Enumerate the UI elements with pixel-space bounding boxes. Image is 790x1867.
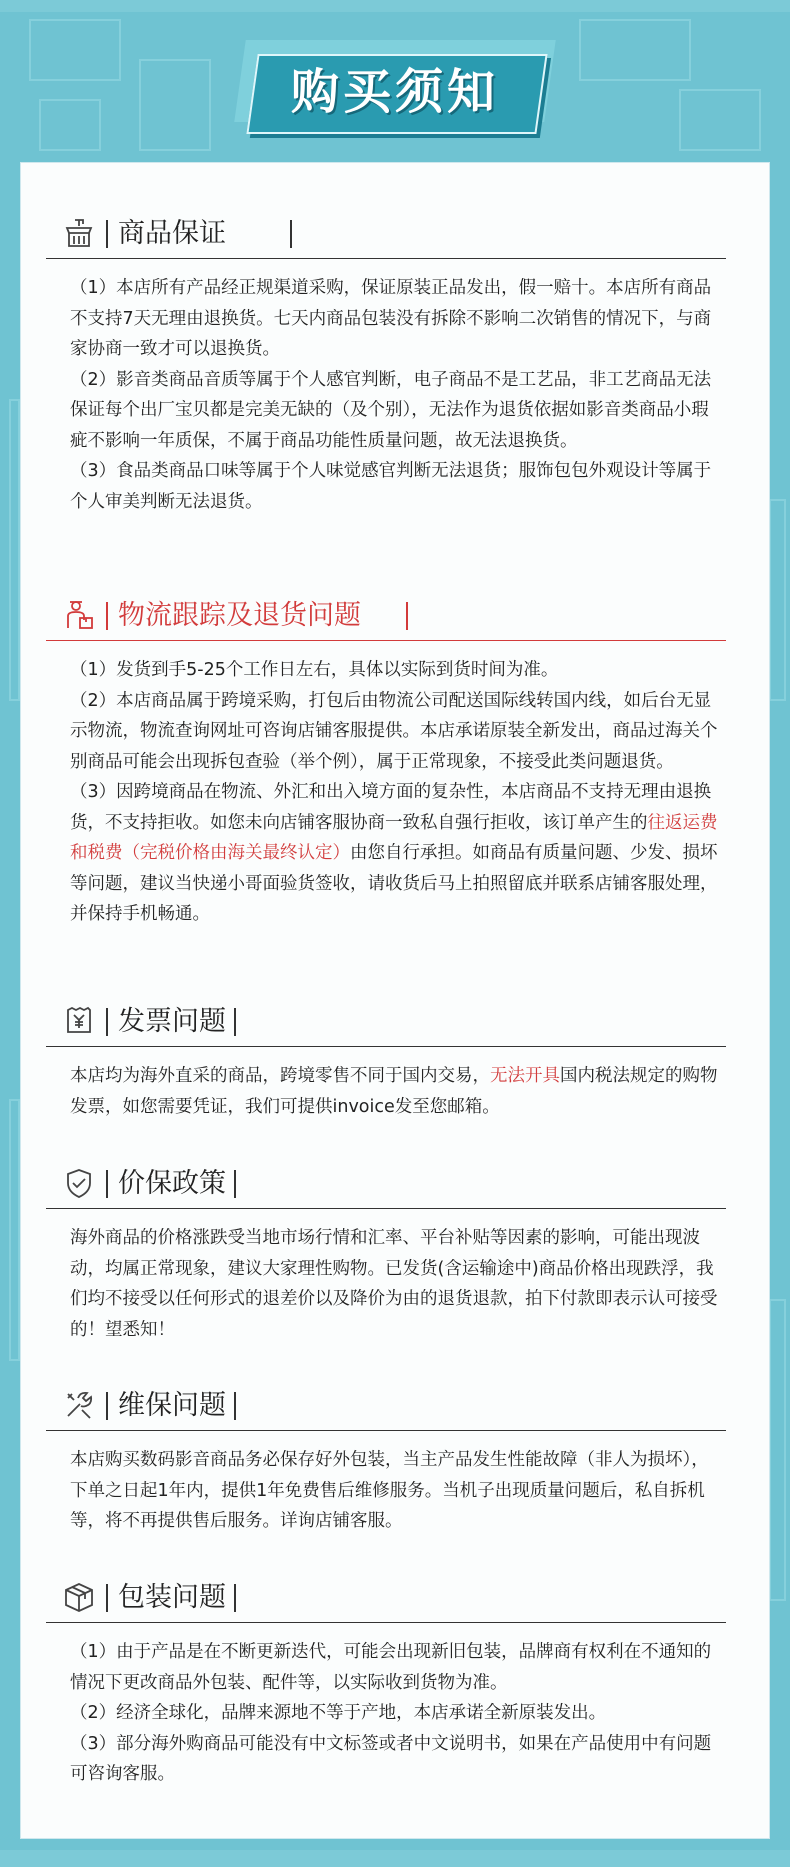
title-divider-bar xyxy=(106,602,108,630)
section-body xyxy=(46,1623,726,1790)
section-header xyxy=(46,1000,726,1047)
paragraph: 海外商品的价格涨跌受当地市场行情和汇率、平台补贴等因素的影响，可能出现波动，均属正常现象，建议大家理性购物。已发货(含运输途中)商品价格出现跌浮，我们均不接受以任何形式的退差价以及降价为由的退货退款，拍下付款即表示认可接受的！望悉知！ xyxy=(70,1228,718,1340)
section-title: 物流跟踪及退货问题 xyxy=(118,600,361,631)
page-title: 购买须知 xyxy=(290,64,499,120)
section-warranty xyxy=(46,1384,726,1537)
section-body xyxy=(46,1047,726,1122)
text-run: 本店均为海外直采的商品，跨境零售不同于国内交易， xyxy=(70,1066,490,1086)
paragraph xyxy=(70,777,726,930)
section-body xyxy=(46,1431,726,1537)
title-end-bar xyxy=(234,1584,236,1612)
paragraph: （3）部分海外购商品可能没有中文标签或者中文说明书，如果在产品使用中有问题可咨询客服。 xyxy=(70,1733,712,1784)
section-header xyxy=(46,594,726,641)
title-divider-bar xyxy=(106,220,108,248)
shield-check-icon xyxy=(62,1166,96,1200)
section-body xyxy=(46,259,726,517)
section-title: 商品保证 xyxy=(118,218,226,249)
paragraph xyxy=(70,1061,726,1122)
section-logistics-returns xyxy=(46,594,726,930)
package-box-icon xyxy=(62,1580,96,1614)
text-run: 国内税法规定的购物发票，如您需要凭证，我们可提供invoice发至您邮箱。 xyxy=(70,1066,718,1117)
paragraph: （3）食品类商品口味等属于个人味觉感官判断无法退货；服饰包包外观设计等属于个人审美判断无法退货。 xyxy=(70,461,712,512)
title-divider-bar xyxy=(106,1170,108,1198)
highlight-text: 无法开具 xyxy=(490,1066,560,1086)
tools-icon xyxy=(62,1388,96,1422)
title-divider-bar xyxy=(106,1008,108,1036)
title-end-bar xyxy=(234,1392,236,1420)
paragraph: （1）本店所有产品经正规渠道采购，保证原装正品发出，假一赔十。本店所有商品不支持7天无理由退换货。七天内商品包装没有拆除不影响二次销售的情况下，与商家协商一致才可以退换货。 xyxy=(70,278,712,359)
paragraph: （1）发货到手5-25个工作日左右，具体以实际到货时间为准。 xyxy=(70,660,559,680)
store-icon xyxy=(62,216,96,250)
section-product-guarantee xyxy=(46,212,726,517)
section-title: 发票问题 xyxy=(118,1006,226,1037)
text-run: （3）因跨境商品在物流、外汇和出入境方面的复杂性，本店商品不支持无理由退换货，不支持拒收。如您未向店铺客服协商一致私自强行拒收，该订单产生的 xyxy=(70,782,712,833)
title-divider-bar xyxy=(106,1584,108,1612)
section-price-protection xyxy=(46,1162,726,1345)
title-divider-bar xyxy=(106,1392,108,1420)
highlight-text: 往返运费和税费（完税价格由海关最终认定） xyxy=(70,812,718,863)
section-title: 价保政策 xyxy=(118,1168,226,1199)
section-title: 维保问题 xyxy=(118,1390,226,1421)
title-end-bar xyxy=(234,1170,236,1198)
title-end-bar xyxy=(406,602,408,630)
paragraph: （1）由于产品是在不断更新迭代，可能会出现新旧包装，品牌商有权利在不通知的情况下更改商品外包装、配件等，以实际收到货物为准。 xyxy=(70,1642,712,1693)
title-end-bar xyxy=(290,220,292,248)
section-header xyxy=(46,212,726,259)
title-end-bar xyxy=(234,1008,236,1036)
delivery-person-icon xyxy=(62,598,96,632)
paragraph: （2）本店商品属于跨境采购，打包后由物流公司配送国际线转国内线，如后台无显示物流，物流查询网址可咨询店铺客服提供。本店承诺原装全新发出，商品过海关个别商品可能会出现拆包查验（举个例），属于正常现象，不接受此类问题退货。 xyxy=(70,690,718,772)
title-banner xyxy=(240,40,550,136)
section-invoice xyxy=(46,1000,726,1122)
paragraph: （2）影音类商品音质等属于个人感官判断，电子商品不是工艺品，非工艺商品无法保证每个出厂宝贝都是完美无缺的（及个别），无法作为退货依据如影音类商品小瑕疵不影响一年质保，不属于商品功能性质量问题，故无法退换货。 xyxy=(70,369,712,451)
section-header xyxy=(46,1384,726,1431)
section-body xyxy=(46,641,726,930)
section-title: 包装问题 xyxy=(118,1582,226,1613)
paragraph: （2）经济全球化，品牌来源地不等于产地，本店承诺全新原装发出。 xyxy=(70,1703,607,1723)
section-packaging xyxy=(46,1576,726,1790)
section-header xyxy=(46,1576,726,1623)
invoice-icon xyxy=(62,1004,96,1038)
paragraph: 本店购买数码影音商品务必保存好外包装，当主产品发生性能故障（非人为损坏），下单之日起1年内，提供1年免费售后维修服务。当机子出现质量问题后，私自拆机等，将不再提供售后服务。详询店铺客服。 xyxy=(70,1450,709,1531)
section-header xyxy=(46,1162,726,1209)
section-body xyxy=(46,1209,726,1345)
text-run: 由您自行承担。如商品有质量问题、少发、损坏等问题，建议当快递小哥面验货签收，请收货后马上拍照留底并联系店铺客服处理，并保持手机畅通。 xyxy=(70,843,718,924)
